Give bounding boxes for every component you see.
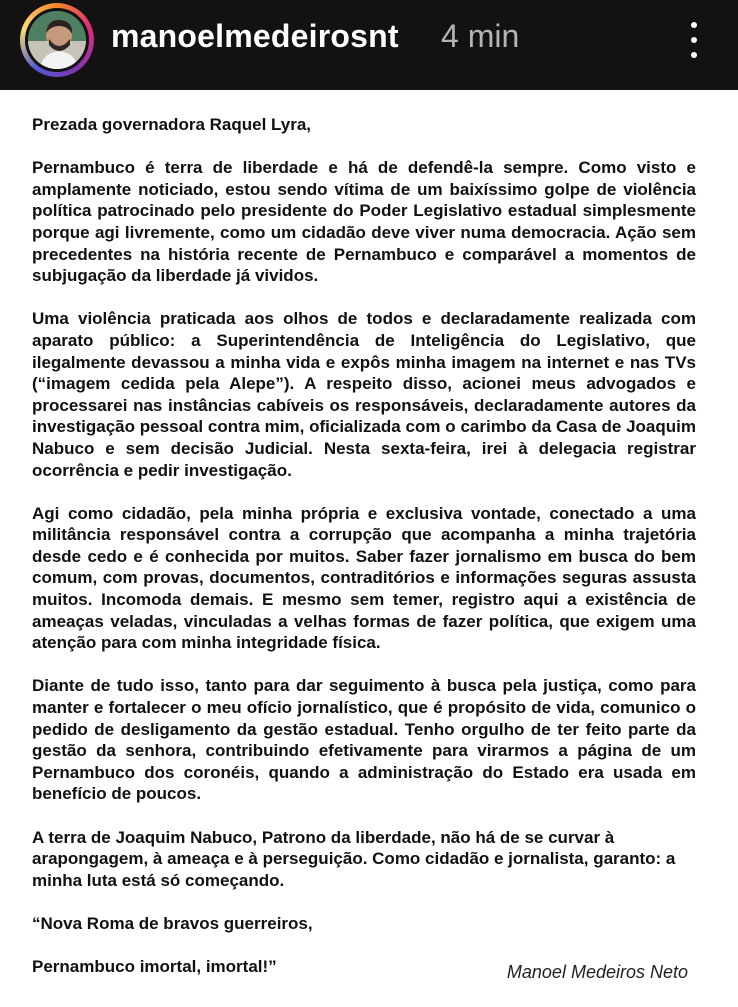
post-time: 4 min bbox=[441, 18, 520, 54]
letter-paragraph: A terra de Joaquim Nabuco, Patrono da liberdade, não há de se curvar à arapongagem, à ameaça e à perseguição. Como cidadão e jornalista, garanto: a minha luta está só começando. bbox=[32, 827, 676, 890]
anthem-quote-line: Pernambuco imortal, imortal!” bbox=[32, 957, 277, 977]
story-header bbox=[0, 0, 738, 90]
avatar[interactable] bbox=[25, 8, 89, 72]
letter-greeting: Prezada governadora Raquel Lyra, bbox=[32, 115, 312, 134]
more-vertical-icon[interactable] bbox=[680, 18, 710, 62]
username[interactable]: manoelmedeirosnt bbox=[111, 18, 399, 54]
signature: Manoel Medeiros Neto bbox=[506, 962, 688, 982]
letter-paragraph: Pernambuco é terra de liberdade e há de defendê-la sempre. Como visto e amplamente noticiado, estou sendo vítima de um baixíssimo golpe de violência política patrocinado pelo presidente do Poder Legislativo estadual simplesmente porque agi livremente, como um cidadão deve viver numa democracia. Ação sem precedentes na história recente de Pernambuco e comparável a momentos de subjugação da liberdade já vividos. bbox=[32, 158, 696, 286]
letter-paragraph: Diante de tudo isso, tanto para dar seguimento à busca pela justiça, como para manter e fortalecer o meu ofício jornalístico, que é propósito de vida, comunico o pedido de desligamento da gestão estadual. Tenho orgulho de ter feito parte da gestão da senhora, contribuindo efetivamente para virarmos a página de um Pernambuco dos coronéis, quando a administração do Estado era usada em benefício de poucos. bbox=[32, 676, 696, 804]
letter-paragraph: Agi como cidadão, pela minha própria e exclusiva vontade, conectado a uma militância responsável contra a corrupção que acompanha a minha trajetória desde cedo e é conhecida por muitos. Saber fazer jornalismo em busca do bem comum, com provas, documentos, contraditórios e informações seguras assusta muitos. Incomoda demais. E mesmo sem temer, registro aqui a existência de ameaças veladas, vinculadas a velhas formas de fazer política, que exigem uma atenção para com minha integridade física. bbox=[32, 503, 696, 653]
letter-paragraph: Uma violência praticada aos olhos de todos e declaradamente realizada com aparato público: a Superintendência de Inteligência do Legislativo, que ilegalmente devassou a minha vida e expôs minha imagem na internet e nas TVs (“imagem cedida pela Alepe”). A respeito disso, acionei meus advogados e processarei nas instâncias cabíveis os responsáveis, declaradamente autores da investigação pessoal contra mim, oficializada com o carimbo da Casa de Joaquim Nabuco e sem decisão Judicial. Nesta sexta-feira, irei à delegacia registrar ocorrência e pedir investigação. bbox=[32, 309, 696, 480]
anthem-quote-line: “Nova Roma de bravos guerreiros, bbox=[32, 913, 313, 933]
letter-body bbox=[32, 114, 696, 999]
avatar-image bbox=[28, 11, 86, 69]
story-avatar-ring[interactable] bbox=[20, 3, 94, 77]
